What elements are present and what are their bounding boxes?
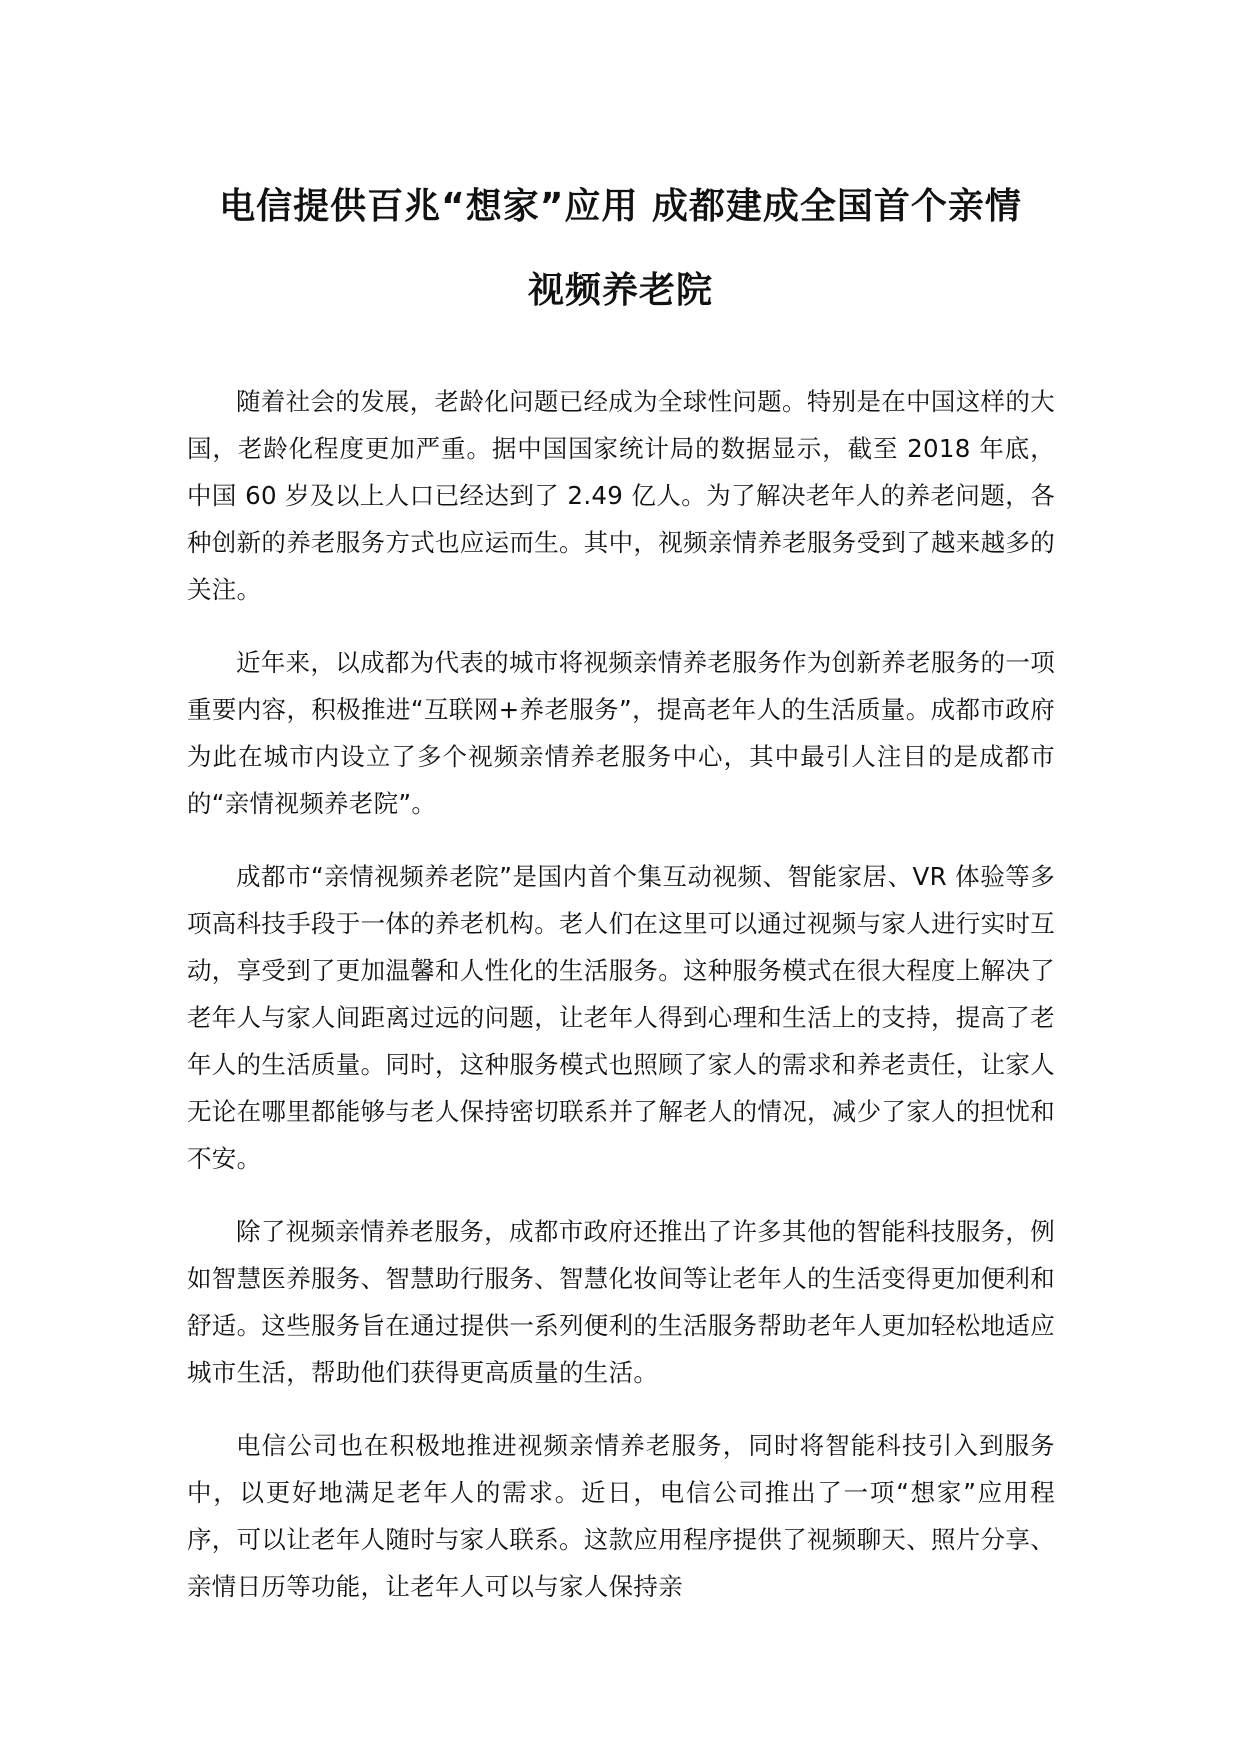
paragraph-2: 近年来，以成都为代表的城市将视频亲情养老服务作为创新养老服务的一项重要内容，积极推进“互联网+养老服务”，提高老年人的生活质量。成都市政府为此在城市内设立了多个视频亲情养老服务中心，其中最引人注目的是成都市的“亲情视频养老院”。 xyxy=(187,648,1055,818)
paragraph-5: 电信公司也在积极地推进视频亲情养老服务，同时将智能科技引入到服务中，以更好地满足老年人的需求。近日，电信公司推出了一项“想家”应用程序，可以让老年人随时与家人联系。这款应用程序提供了视频聊天、照片分享、亲情日历等功能，让老年人可以与家人保持亲 xyxy=(187,1431,1055,1601)
document-body xyxy=(187,378,1055,1636)
paragraph-4: 除了视频亲情养老服务，成都市政府还推出了许多其他的智能科技服务，例如智慧医养服务、智慧助行服务、智慧化妆间等让老年人的生活变得更加便利和舒适。这些服务旨在通过提供一系列便利的生活服务帮助老年人更加轻松地适应城市生活，帮助他们获得更高质量的生活。 xyxy=(187,1217,1055,1387)
paragraph-3: 成都市“亲情视频养老院”是国内首个集互动视频、智能家居、VR 体验等多项高科技手段于一体的养老机构。老人们在这里可以通过视频与家人进行实时互动，享受到了更加温馨和人性化的生活服务。这种服务模式在很大程度上解决了老年人与家人间距离过远的问题，让老年人得到心理和生活上的支持，提高了老年人的生活质量。同时，这种服务模式也照顾了家人的需求和养老责任，让家人无论在哪里都能够与老人保持密切联系并了解老人的情况，减少了家人的担忧和不安。 xyxy=(187,862,1055,1173)
document-title-line-1: 电信提供百兆“想家”应用 成都建成全国首个亲情 xyxy=(219,186,1022,227)
document-title-line-2: 视频养老院 xyxy=(527,270,713,311)
paragraph-1: 随着社会的发展，老龄化问题已经成为全球性问题。特别是在中国这样的大国，老龄化程度更加严重。据中国国家统计局的数据显示，截至 2018 年底，中国 60 岁及以上人口已经达到了 2.49 亿人。为了解决老年人的养老问题，各种创新的养老服务方式也应运而生。其中，视频亲情养老服务受到了越来越多的关注。 xyxy=(187,387,1055,604)
